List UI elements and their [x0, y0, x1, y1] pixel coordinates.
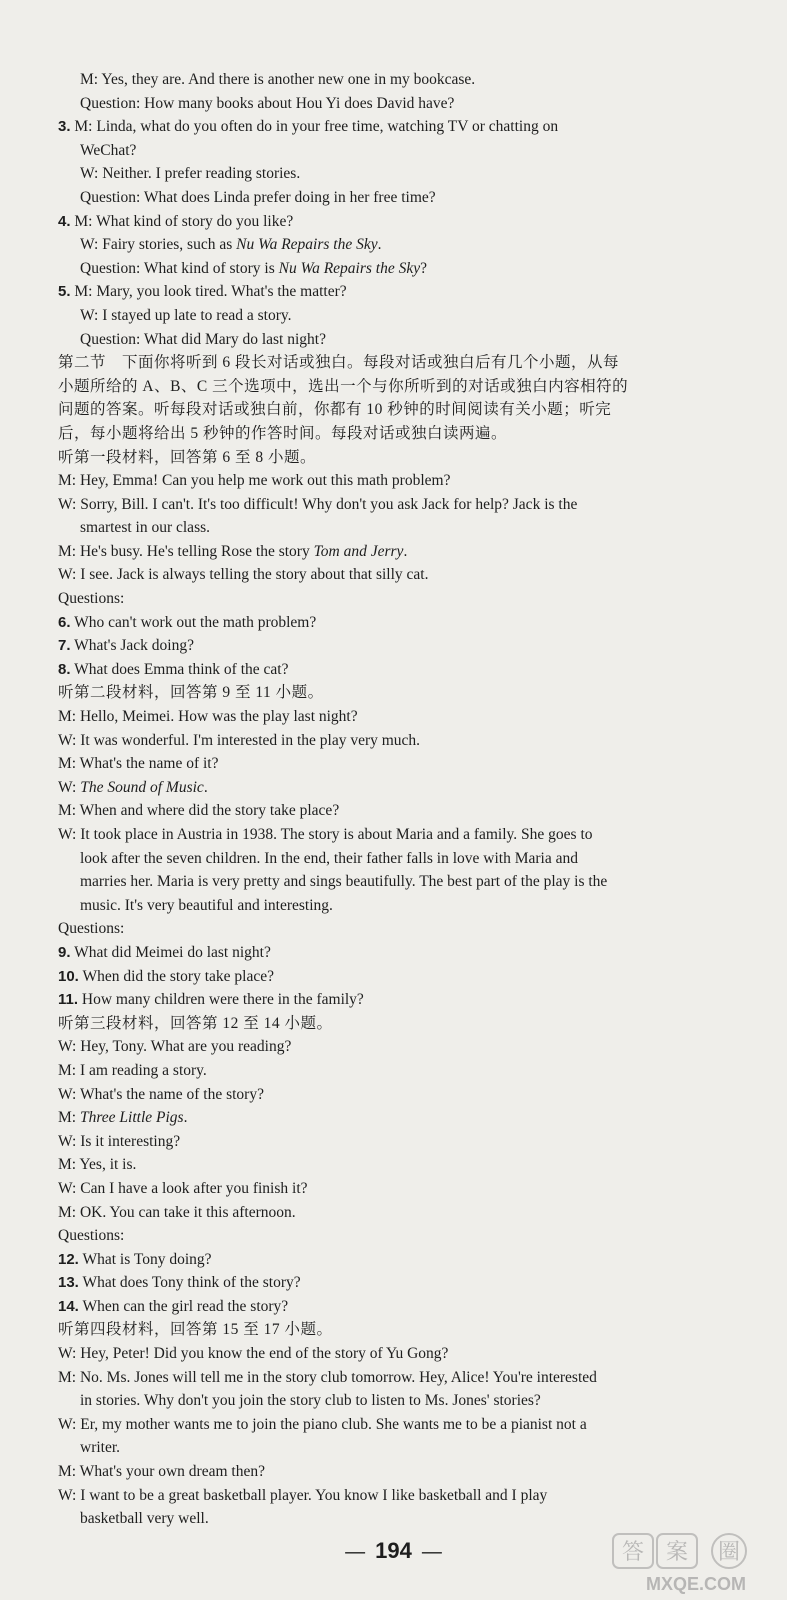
text-line: [58, 965, 740, 989]
page-number-dash-right: —: [421, 1541, 442, 1563]
watermark-logo: [611, 1532, 781, 1596]
line-text: What does Emma think of the cat?: [70, 660, 289, 678]
line-text: M: Yes, they are. And there is another new one in my bookcase.: [80, 71, 476, 88]
text-line: [58, 1507, 740, 1531]
line-text: M: Mary, you look tired. What's the matter?: [70, 283, 347, 301]
line-text: writer.: [80, 1439, 121, 1457]
line-text: What's Jack doing?: [70, 637, 194, 655]
text-line: [58, 1153, 740, 1177]
text-line: [58, 162, 740, 186]
line-text: M: When and where did the story take place?: [58, 802, 340, 820]
question-number: 7.: [58, 637, 71, 655]
text-line: [58, 233, 740, 257]
line-text: W: I see. Jack is always telling the story about that silly cat.: [58, 566, 429, 584]
line-text: When can the girl read the story?: [78, 1297, 289, 1315]
text-line: [58, 398, 740, 422]
text-line: [58, 540, 740, 564]
italic-title: Three Little Pigs: [79, 1109, 184, 1127]
text-line: [58, 257, 740, 281]
line-text: W: What's the name of the story?: [58, 1085, 264, 1103]
question-number: 11.: [58, 991, 79, 1009]
line-text: W: I want to be a great basketball player. You know I like basketball and I play: [58, 1486, 548, 1504]
text-line: [58, 1083, 740, 1107]
line-text: Questions:: [58, 920, 125, 938]
line-text: M: Hey, Emma! Can you help me work out this math problem?: [58, 472, 451, 490]
text-line: [58, 1318, 740, 1342]
text-line: [58, 1248, 740, 1272]
text-line: [58, 917, 740, 941]
line-text: M: OK. You can take it this afternoon.: [58, 1203, 296, 1221]
text-line: [58, 1389, 740, 1413]
text-line: [58, 68, 740, 92]
text-line: [58, 493, 740, 517]
question-number: 14.: [58, 1297, 79, 1315]
page-content: [58, 68, 740, 1531]
text-line: [58, 587, 740, 611]
text-line: [58, 516, 740, 540]
text-line: [58, 1106, 740, 1130]
text-line: [58, 563, 740, 587]
text-line: [58, 611, 740, 635]
text-line: [58, 799, 740, 823]
text-line: [58, 210, 740, 234]
line-text: .: [377, 236, 382, 254]
line-text: Question: What did Mary do last night?: [80, 330, 326, 348]
text-line: [58, 1224, 740, 1248]
line-text: Question: What does Linda prefer doing in her free time?: [80, 188, 436, 206]
line-text: W: Er, my mother wants me to join the piano club. She wants me to be a pianist not a: [58, 1415, 587, 1433]
line-text: 后，每小题将给出 5 秒钟的作答时间。每段对话或独白读两遍。: [58, 424, 508, 442]
watermark-char-3: 圈: [717, 1540, 741, 1565]
italic-title: Nu Wa Repairs the Sky: [278, 259, 421, 277]
line-text: look after the seven children. In the end, their father falls in love with Maria and: [80, 849, 578, 867]
line-text: What did Meimei do last night?: [70, 943, 271, 961]
text-line: [58, 847, 740, 871]
line-text: What is Tony doing?: [78, 1250, 212, 1268]
line-text: 小题所给的 A、B、C 三个选项中，选出一个与你所听到的对话或独白内容相符的: [58, 377, 629, 395]
line-text: 第二节 下面你将听到 6 段长对话或独白。每段对话或独白后有几个小题，从每: [58, 354, 620, 372]
line-text: W: I stayed up late to read a story.: [80, 306, 292, 324]
text-line: [58, 1271, 740, 1295]
line-text: Question: What kind of story is: [80, 259, 279, 277]
watermark-char-2: 案: [665, 1540, 689, 1565]
text-line: [58, 469, 740, 493]
line-text: .: [203, 778, 208, 796]
line-text: music. It's very beautiful and interesting.: [80, 896, 333, 914]
text-line: [58, 351, 740, 375]
italic-title: Tom and Jerry: [313, 542, 404, 560]
text-line: [58, 752, 740, 776]
question-number: 10.: [58, 967, 79, 985]
text-line: [58, 823, 740, 847]
text-line: [58, 1436, 740, 1460]
question-number: 13.: [58, 1274, 79, 1292]
line-text: smartest in our class.: [80, 519, 211, 537]
text-line: [58, 280, 740, 304]
line-text: When did the story take place?: [78, 967, 274, 985]
question-number: 4.: [58, 212, 71, 230]
question-number: 9.: [58, 943, 71, 961]
line-text: M: Yes, it is.: [58, 1156, 137, 1174]
text-line: [58, 328, 740, 352]
line-text: W: Can I have a look after you finish it?: [58, 1179, 308, 1197]
watermark-char-1: 答: [621, 1540, 645, 1565]
text-line: [58, 446, 740, 470]
question-number: 12.: [58, 1250, 79, 1268]
page-number-dash-left: —: [345, 1541, 366, 1563]
text-line: [58, 1484, 740, 1508]
text-line: [58, 729, 740, 753]
line-text: W: Neither. I prefer reading stories.: [80, 165, 301, 183]
text-line: [58, 304, 740, 328]
italic-title: The Sound of Music: [80, 778, 204, 796]
line-text: W: Fairy stories, such as: [80, 236, 237, 254]
text-line: [58, 776, 740, 800]
line-text: M: He's busy. He's telling Rose the story: [58, 542, 314, 560]
italic-title: Nu Wa Repairs the Sky: [236, 236, 378, 254]
text-line: [58, 1413, 740, 1437]
line-text: in stories. Why don't you join the story club to listen to Ms. Jones' stories?: [80, 1392, 541, 1410]
line-text: 听第四段材料，回答第 15 至 17 小题。: [58, 1321, 333, 1339]
line-text: M: Hello, Meimei. How was the play last night?: [58, 708, 358, 726]
line-text: ?: [420, 259, 428, 277]
line-text: What does Tony think of the story?: [78, 1274, 301, 1292]
line-text: W:: [58, 778, 81, 796]
line-text: Questions:: [58, 1227, 125, 1245]
text-line: [58, 375, 740, 399]
line-text: How many children were there in the family?: [78, 991, 364, 1009]
question-number: 3.: [58, 118, 71, 136]
text-line: [58, 681, 740, 705]
text-line: [58, 186, 740, 210]
line-text: 听第二段材料，回答第 9 至 11 小题。: [58, 684, 324, 702]
text-line: [58, 658, 740, 682]
text-line: [58, 1366, 740, 1390]
text-line: [58, 115, 740, 139]
line-text: W: It was wonderful. I'm interested in the play very much.: [58, 731, 421, 749]
line-text: Questions:: [58, 590, 125, 608]
line-text: Who can't work out the math problem?: [70, 613, 317, 631]
text-line: [58, 1130, 740, 1154]
line-text: .: [183, 1109, 188, 1127]
text-line: [58, 894, 740, 918]
line-text: W: It took place in Austria in 1938. The story is about Maria and a family. She goes to: [58, 826, 593, 843]
line-text: marries her. Maria is very pretty and sings beautifully. The best part of the play is the: [80, 873, 608, 891]
text-line: [58, 870, 740, 894]
line-text: 问题的答案。听每段对话或独白前，你都有 10 秒钟的时间阅读有关小题；听完: [58, 401, 612, 419]
text-line: [58, 1035, 740, 1059]
text-line: [58, 92, 740, 116]
line-text: W: Hey, Tony. What are you reading?: [58, 1038, 292, 1056]
line-text: M: I am reading a story.: [58, 1061, 207, 1079]
line-text: basketball very well.: [80, 1510, 209, 1528]
line-text: .: [403, 542, 408, 560]
line-text: WeChat?: [80, 141, 137, 159]
line-text: 听第三段材料，回答第 12 至 14 小题。: [58, 1014, 333, 1032]
line-text: M: What kind of story do you like?: [70, 212, 294, 230]
watermark-domain: MXQE.COM: [645, 1574, 747, 1594]
page-number-value: 194: [375, 1538, 412, 1563]
text-line: [58, 139, 740, 163]
question-number: 6.: [58, 613, 71, 631]
line-text: M:: [58, 1109, 80, 1127]
question-number: 8.: [58, 660, 71, 678]
line-text: M: Linda, what do you often do in your free time, watching TV or chatting on: [70, 118, 559, 136]
text-line: [58, 422, 740, 446]
line-text: M: What's the name of it?: [58, 755, 219, 773]
text-line: [58, 1059, 740, 1083]
text-line: [58, 988, 740, 1012]
line-text: W: Sorry, Bill. I can't. It's too difficult! Why don't you ask Jack for help? Jack is the: [58, 495, 578, 513]
line-text: M: No. Ms. Jones will tell me in the story club tomorrow. Hey, Alice! You're interested: [58, 1368, 597, 1386]
text-line: [58, 634, 740, 658]
question-number: 5.: [58, 283, 71, 301]
text-line: [58, 1460, 740, 1484]
text-line: [58, 705, 740, 729]
line-text: M: What's your own dream then?: [58, 1463, 265, 1481]
text-line: [58, 1342, 740, 1366]
text-line: [58, 941, 740, 965]
line-text: W: Is it interesting?: [58, 1132, 181, 1150]
line-text: Question: How many books about Hou Yi does David have?: [80, 94, 455, 112]
text-line: [58, 1012, 740, 1036]
line-text: 听第一段材料，回答第 6 至 8 小题。: [58, 448, 317, 466]
text-line: [58, 1295, 740, 1319]
text-line: [58, 1201, 740, 1225]
line-text: W: Hey, Peter! Did you know the end of the story of Yu Gong?: [58, 1345, 449, 1363]
text-line: [58, 1177, 740, 1201]
